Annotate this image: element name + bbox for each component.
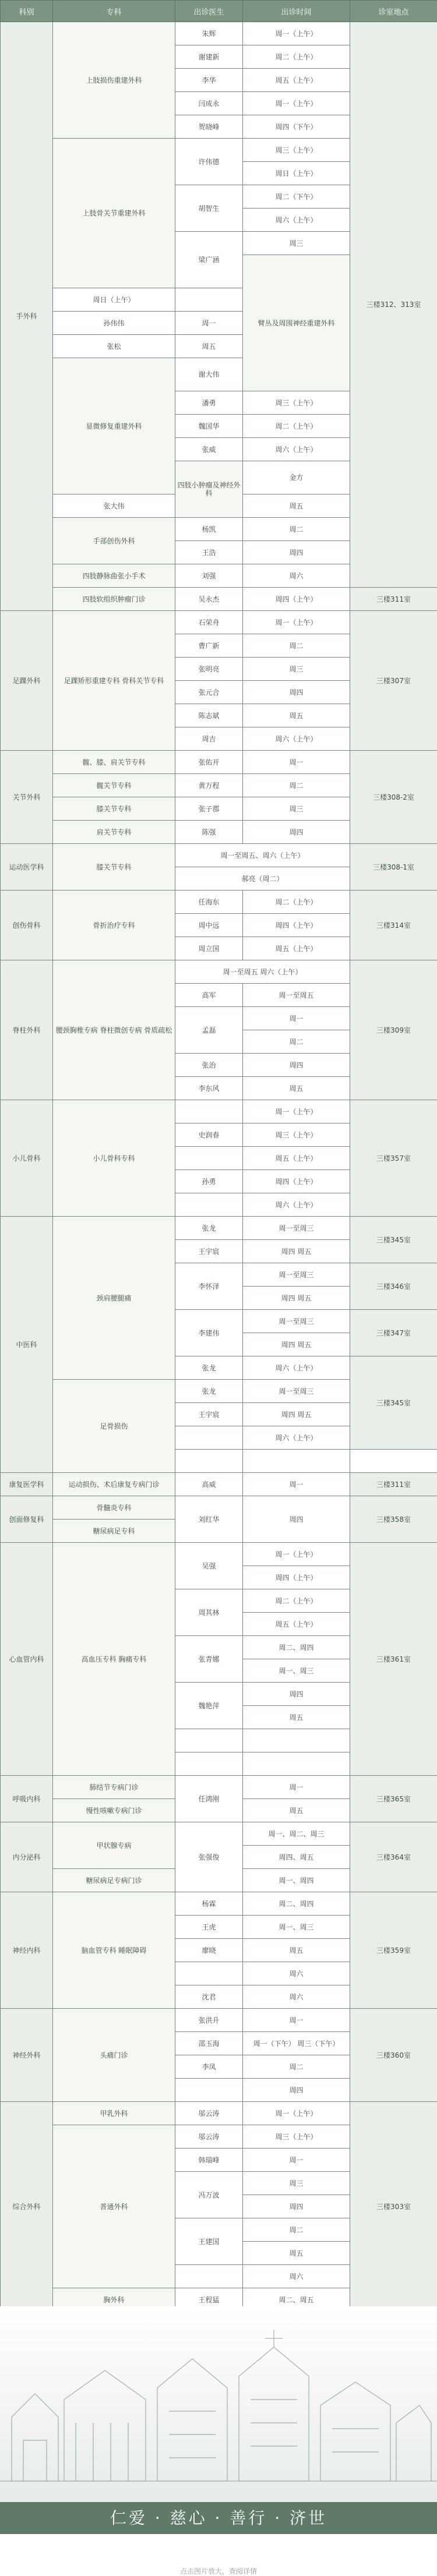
time-cell: 周二: [243, 518, 350, 541]
time-cell: 周二: [243, 2218, 350, 2242]
specialty-cell: 四肢小肿瘤及神经外科: [175, 461, 243, 518]
doctor-cell: 张龙: [175, 1380, 243, 1403]
specialty-cell: 甲乳外科: [53, 2102, 175, 2125]
dept-cell: 康复医学科: [1, 1473, 53, 1496]
room-cell: 三楼303室: [350, 2102, 437, 2312]
specialty-cell: 肩关节专科: [53, 821, 175, 844]
doctor-cell: 周其林: [175, 1589, 243, 1636]
doctor-cell: 陈强: [175, 821, 243, 844]
doctor-cell: 张洪升: [175, 2009, 243, 2032]
time-cell: 周四: [243, 2195, 350, 2218]
time-cell: 周一: [243, 1776, 350, 1799]
room-cell: 三楼357室: [350, 1100, 437, 1217]
doctor-cell: 刘强: [175, 564, 243, 588]
doctor-cell: 王建国: [175, 2218, 243, 2265]
time-cell: 周二: [243, 1030, 350, 1054]
header-specialty: 专科: [53, 1, 175, 22]
doctor-cell: 谢大伟: [175, 358, 243, 391]
time-cell: 周一至周三: [243, 1310, 350, 1333]
doctor-cell: 周一至周五、周六（上午）: [175, 844, 350, 867]
doctor-cell: 邬云涛: [175, 2125, 243, 2149]
time-cell: 周四 周五: [243, 1333, 350, 1356]
specialty-cell: 脑血管专科 睡眠障碍: [53, 1892, 175, 2009]
time-cell: 周五: [243, 1939, 350, 1962]
header-room: 诊室地点: [350, 1, 437, 22]
header-dept: 科别: [1, 1, 53, 22]
specialty-cell: 骨折治疗专科: [53, 891, 175, 960]
time-cell: 周六（上午）: [243, 209, 350, 232]
doctor-cell: 张龙: [175, 1356, 243, 1380]
specialty-cell: 普通外科: [53, 2125, 175, 2288]
dept-cell: 足踝外科: [1, 611, 53, 751]
doctor-cell: [175, 1450, 243, 1473]
room-cell: 三楼308-2室: [350, 751, 437, 844]
doctor-cell: 陈志斌: [175, 704, 243, 727]
time-cell: 周二（下午）: [243, 185, 350, 209]
time-cell: [243, 1450, 350, 1473]
specialty-cell: 颈肩腰腿痛: [53, 1217, 175, 1380]
doctor-cell: 李华: [175, 69, 243, 92]
dept-cell: 综合外科: [1, 2102, 53, 2312]
table-row: [1, 1543, 437, 1566]
room-cell: 三楼361室: [350, 1543, 437, 1776]
room-cell: 三楼312、313室: [350, 22, 437, 588]
doctor-cell: 冯万波: [175, 2172, 243, 2218]
time-cell: 周六（上午）: [243, 1426, 350, 1450]
specialty-cell: 髋、膝、肩关节专科: [53, 751, 175, 774]
doctor-cell: 曹广新: [175, 634, 243, 658]
time-cell: 周一、周三: [243, 1916, 350, 1939]
doctor-cell: 邵玉海: [175, 2032, 243, 2055]
doctor-cell: 杨凯: [175, 518, 243, 541]
doctor-cell: 石荣舟: [175, 611, 243, 634]
time-cell: 周六: [243, 1962, 350, 1985]
table-row: [1, 588, 437, 611]
room-cell: 三楼311室: [350, 1473, 437, 1496]
time-cell: 周一: [243, 751, 350, 774]
time-cell: 周三（上午）: [243, 2125, 350, 2149]
time-cell: 周二（上午）: [243, 415, 350, 438]
table-row: [1, 1822, 437, 1846]
specialty-cell: 四肢静脉曲张小手术: [53, 564, 175, 588]
time-cell: 周三: [243, 658, 350, 681]
doctor-cell: 贺晓峰: [175, 115, 243, 139]
specialty-cell: 头痛门诊: [53, 2009, 175, 2102]
schedule-body: [1, 22, 437, 2475]
time-cell: 周三（上午）: [243, 1123, 350, 1147]
time-cell: 周五: [243, 704, 350, 727]
time-cell: 周一至周三: [243, 1263, 350, 1287]
specialty-cell: 甲状腺专病: [53, 1822, 175, 1869]
time-cell: 周二、周四: [243, 1636, 350, 1659]
table-row: [1, 1496, 437, 1520]
table-row: [1, 1100, 437, 1123]
table-row: [1, 2102, 437, 2125]
doctor-cell: 李怀泽: [175, 1263, 243, 1310]
doctor-cell: 王虎: [175, 1916, 243, 1939]
time-cell: [243, 1752, 350, 1776]
room-cell: 三楼345室: [350, 1356, 437, 1450]
doctor-cell: 李建伟: [175, 1310, 243, 1356]
dept-cell: 创伤骨科: [1, 891, 53, 960]
table-row: [1, 960, 437, 984]
time-cell: 周四: [243, 541, 350, 564]
doctor-cell: 张明亮: [175, 658, 243, 681]
specialty-cell: 四肢软组织肿瘤门诊: [53, 588, 175, 611]
time-cell: 周四: [243, 1054, 350, 1077]
specialty-cell: 上肢损伤重建外科: [53, 22, 175, 139]
table-row: [1, 1217, 437, 1240]
table-row: [1, 751, 437, 774]
specialty-cell: 膝关节专科: [53, 844, 175, 891]
dept-cell: 心血管内科: [1, 1543, 53, 1776]
dept-cell: 神经内科: [1, 1892, 53, 2009]
time-cell: 周一（上午）: [243, 92, 350, 115]
doctor-cell: 韩瑞峰: [175, 2149, 243, 2172]
doctor-cell: 孙伟伟: [53, 312, 175, 335]
dept-cell: 手外科: [1, 22, 53, 611]
room-cell: 三楼347室: [350, 1310, 437, 1356]
doctor-cell: 廖晓: [175, 1939, 243, 1962]
specialty-cell: 高血压专科 胸痛专科: [53, 1543, 175, 1776]
time-cell: 周四（上午）: [243, 588, 350, 611]
time-cell: 周三: [243, 2172, 350, 2195]
table-row: [1, 22, 437, 45]
time-cell: 周六: [243, 1985, 350, 2009]
doctor-cell: 梁广涵: [175, 232, 243, 288]
doctor-cell: 黄万程: [175, 774, 243, 797]
specialty-cell: 足踝矫形重建专科 骨科关节专科: [53, 611, 175, 751]
time-cell: 周一（上午）: [243, 611, 350, 634]
time-cell: 周二: [243, 634, 350, 658]
doctor-cell: 史润春: [175, 1123, 243, 1147]
time-cell: 周六（上午）: [243, 1193, 350, 1217]
time-cell: 周五: [243, 1799, 350, 1822]
time-cell: 周四 周五: [243, 1403, 350, 1426]
time-cell: 周日（上午）: [53, 288, 175, 312]
doctor-cell: 王宇宸: [175, 1403, 243, 1426]
time-cell: 周一至周三: [243, 1217, 350, 1240]
doctor-cell: 郝亮（周二）: [175, 867, 350, 891]
doctor-cell: 张治: [175, 1054, 243, 1077]
doctor-cell: [175, 1729, 243, 1752]
doctor-cell: [175, 1426, 243, 1450]
doctor-cell: 刘红华: [175, 1496, 243, 1543]
table-row: [1, 891, 437, 914]
doctor-cell: 孙勇: [175, 1170, 243, 1193]
specialty-cell: 膝关节专科: [53, 797, 175, 821]
time-cell: 周四（上午）: [243, 914, 350, 937]
doctor-cell: 魏艳萍: [175, 1683, 243, 1729]
time-cell: 周六: [243, 2265, 350, 2288]
time-cell: 周五（上午）: [243, 1613, 350, 1636]
doctor-cell: 潘勇: [175, 391, 243, 415]
doctor-cell: 金方: [243, 461, 350, 494]
time-cell: 周一、周二、周三: [243, 1822, 350, 1846]
time-cell: 周四、周五: [243, 1846, 350, 1869]
doctor-cell: 张威: [175, 438, 243, 461]
room-cell: 三楼358室: [350, 1496, 437, 1543]
time-cell: 周一至周三: [243, 1380, 350, 1403]
doctor-cell: 张大伟: [53, 494, 175, 518]
header-doctor: 出诊医生: [175, 1, 243, 22]
room-cell: 三楼364室: [350, 1822, 437, 1892]
table-row: [1, 611, 437, 634]
time-cell: 周一（下午） 周三（下午）: [243, 2032, 350, 2055]
room-cell: 三楼345室: [350, 1217, 437, 1263]
time-cell: 周四: [243, 821, 350, 844]
room-cell: 三楼360室: [350, 2009, 437, 2102]
time-cell: 周五: [243, 2242, 350, 2265]
doctor-cell: 张强俊: [175, 1822, 243, 1892]
specialty-cell: 显微修复重建外科: [53, 358, 175, 494]
doctor-cell: 周一至周五 周六（上午）: [175, 960, 350, 984]
specialty-cell: 糖尿病足专科: [53, 1520, 175, 1543]
time-cell: 周一: [243, 2009, 350, 2032]
specialty-cell: 骨髓炎专科: [53, 1496, 175, 1520]
doctor-cell: [175, 1100, 243, 1123]
table-row: [1, 2009, 437, 2032]
specialty-cell: 手部创伤外科: [53, 518, 175, 564]
specialty-cell: 腰颈胸椎专病 脊柱微创专病 骨质疏松: [53, 960, 175, 1100]
time-cell: 周二（上午）: [243, 891, 350, 914]
time-cell: 周五（上午）: [243, 1147, 350, 1170]
dept-cell: 呼吸内科: [1, 1776, 53, 1822]
doctor-cell: 张元合: [175, 681, 243, 704]
time-cell: 周一、周四: [243, 1869, 350, 1892]
dept-cell: 关节外科: [1, 751, 53, 844]
time-cell: 周一（上午）: [243, 22, 350, 45]
time-cell: 周二、周四: [243, 1892, 350, 1916]
doctor-cell: 张青娜: [175, 1636, 243, 1683]
room-cell: 三楼307室: [350, 611, 437, 751]
doctor-cell: 谢建新: [175, 45, 243, 69]
zoom-hint: 点击图片放大，查阅详情: [0, 2566, 437, 2576]
room-cell: 三楼309室: [350, 960, 437, 1100]
doctor-cell: 沈君: [175, 1985, 243, 2009]
hospital-building-illustration: [0, 2306, 437, 2534]
doctor-cell: [175, 2265, 243, 2288]
time-cell: 周二（上午）: [243, 45, 350, 69]
doctor-cell: 周立国: [175, 937, 243, 960]
doctor-cell: 王宇宸: [175, 1240, 243, 1263]
room-cell: 三楼314室: [350, 891, 437, 960]
time-cell: 周日（上午）: [243, 162, 350, 185]
time-cell: 周五（上午）: [243, 69, 350, 92]
header-time: 出诊时间: [243, 1, 350, 22]
specialty-cell: 足骨损伤: [53, 1380, 175, 1473]
room-cell: 三楼308-1室: [350, 844, 437, 891]
time-cell: 周三（上午）: [243, 391, 350, 415]
time-cell: 周四（下午）: [243, 115, 350, 139]
doctor-cell: 周吉: [175, 727, 243, 751]
time-cell: 周四: [243, 2079, 350, 2102]
time-cell: 周一: [243, 1473, 350, 1496]
specialty-cell: 运动损伤、术后康复专病门诊: [53, 1473, 175, 1496]
doctor-cell: 高军: [175, 984, 243, 1007]
time-cell: 周三: [243, 232, 350, 255]
specialty-cell: 胸外科: [53, 2288, 175, 2312]
doctor-cell: [175, 1962, 243, 1985]
time-cell: 周六（上午）: [243, 1356, 350, 1380]
doctor-cell: [175, 2079, 243, 2102]
dept-cell: 中医科: [1, 1217, 53, 1473]
doctor-cell: 任鸿刚: [175, 1776, 243, 1822]
time-cell: 周四（上午）: [243, 1170, 350, 1193]
time-cell: 周四 周五: [243, 1287, 350, 1310]
time-cell: 周四（上午）: [243, 1566, 350, 1589]
doctor-cell: 周中远: [175, 914, 243, 937]
dept-cell: 运动医学科: [1, 844, 53, 891]
dept-cell: 脊柱外科: [1, 960, 53, 1100]
specialty-cell: 糖尿病足专病门诊: [53, 1869, 175, 1892]
doctor-cell: [175, 1193, 243, 1217]
specialty-cell: 慢性咳嗽专病门诊: [53, 1799, 175, 1822]
dept-cell: 神经外科: [1, 2009, 53, 2102]
time-cell: 周六（上午）: [243, 727, 350, 751]
table-row: [1, 1776, 437, 1799]
room-cell: 三楼359室: [350, 1892, 437, 2009]
time-cell: 周三（上午）: [243, 139, 350, 162]
time-cell: 周一: [243, 2149, 350, 2172]
dept-cell: 内分泌科: [1, 1822, 53, 1892]
doctor-cell: 吴强: [175, 1543, 243, 1589]
time-cell: 周一（上午）: [243, 1100, 350, 1123]
doctor-cell: 任海东: [175, 891, 243, 914]
doctor-cell: 闫成永: [175, 92, 243, 115]
doctor-cell: 张龙: [175, 1217, 243, 1240]
table-row: [1, 1473, 437, 1496]
time-cell: 周五: [175, 335, 243, 358]
time-cell: 周二（上午）: [243, 1589, 350, 1613]
specialty-cell: 上肢骨关节重建外科: [53, 139, 175, 288]
doctor-cell: 孟磊: [175, 1007, 243, 1054]
time-cell: 周一至周五: [243, 984, 350, 1007]
time-cell: 周五（上午）: [243, 937, 350, 960]
time-cell: 周四: [243, 1683, 350, 1706]
dept-cell: 小儿骨科: [1, 1100, 53, 1217]
doctor-cell: [175, 1147, 243, 1170]
specialty-cell: 小儿骨科专科: [53, 1100, 175, 1217]
doctor-cell: 李东风: [175, 1077, 243, 1100]
specialty-cell: 肺结节专病门诊: [53, 1776, 175, 1799]
doctor-cell: 王浩: [175, 541, 243, 564]
time-cell: 周二: [243, 2055, 350, 2079]
time-cell: 周一（上午）: [243, 2102, 350, 2125]
doctor-cell: 吴永杰: [175, 588, 243, 611]
doctor-cell: 张松: [53, 335, 175, 358]
specialty-cell: 髋关节专科: [53, 774, 175, 797]
doctor-cell: 胡智生: [175, 185, 243, 232]
time-cell: 周一: [243, 1007, 350, 1030]
table-row: [1, 1892, 437, 1916]
time-cell: 周一、周三: [243, 1659, 350, 1683]
slogan-text: 仁爱 · 慈心 · 善行 · 济世: [110, 2508, 327, 2528]
dept-cell: 创面修复科: [1, 1496, 53, 1543]
room-cell: 三楼311室: [350, 588, 437, 611]
time-cell: 周三: [243, 797, 350, 821]
time-cell: 周一（上午）: [243, 1543, 350, 1566]
doctor-cell: 邬云涛: [175, 2102, 243, 2125]
doctor-cell: 张佑开: [175, 751, 243, 774]
time-cell: [243, 1729, 350, 1752]
doctor-cell: 许伟德: [175, 139, 243, 185]
time-cell: 周四: [243, 681, 350, 704]
doctor-cell: 高威: [175, 1473, 243, 1496]
doctor-cell: 王程猛: [175, 2288, 243, 2312]
table-header-row: [1, 1, 437, 22]
time-cell: 周四 周五: [243, 1240, 350, 1263]
time-cell: 周四: [243, 1496, 350, 1543]
table-row: [1, 844, 437, 867]
time-cell: 周五: [243, 494, 350, 518]
time-cell: 周二: [243, 774, 350, 797]
doctor-cell: [175, 1752, 243, 1776]
doctor-cell: 魏国华: [175, 415, 243, 438]
doctor-cell: 杨霖: [175, 1892, 243, 1916]
time-cell: 周六（上午）: [243, 438, 350, 461]
specialty-cell: 臂丛及周围神经重建外科: [243, 255, 350, 391]
slogan-bar: [0, 2502, 437, 2534]
doctor-cell: 张子郡: [175, 797, 243, 821]
time-cell: 周六: [243, 564, 350, 588]
room-cell: 三楼346室: [350, 1263, 437, 1310]
doctor-cell: 李凤: [175, 2055, 243, 2079]
room-cell: 三楼365室: [350, 1776, 437, 1822]
time-cell: 周一: [175, 312, 243, 335]
time-cell: 周五: [243, 1077, 350, 1100]
time-cell: 周五: [243, 1706, 350, 1729]
doctor-cell: 朱辉: [175, 22, 243, 45]
time-cell: 周二、周五: [243, 2288, 350, 2312]
